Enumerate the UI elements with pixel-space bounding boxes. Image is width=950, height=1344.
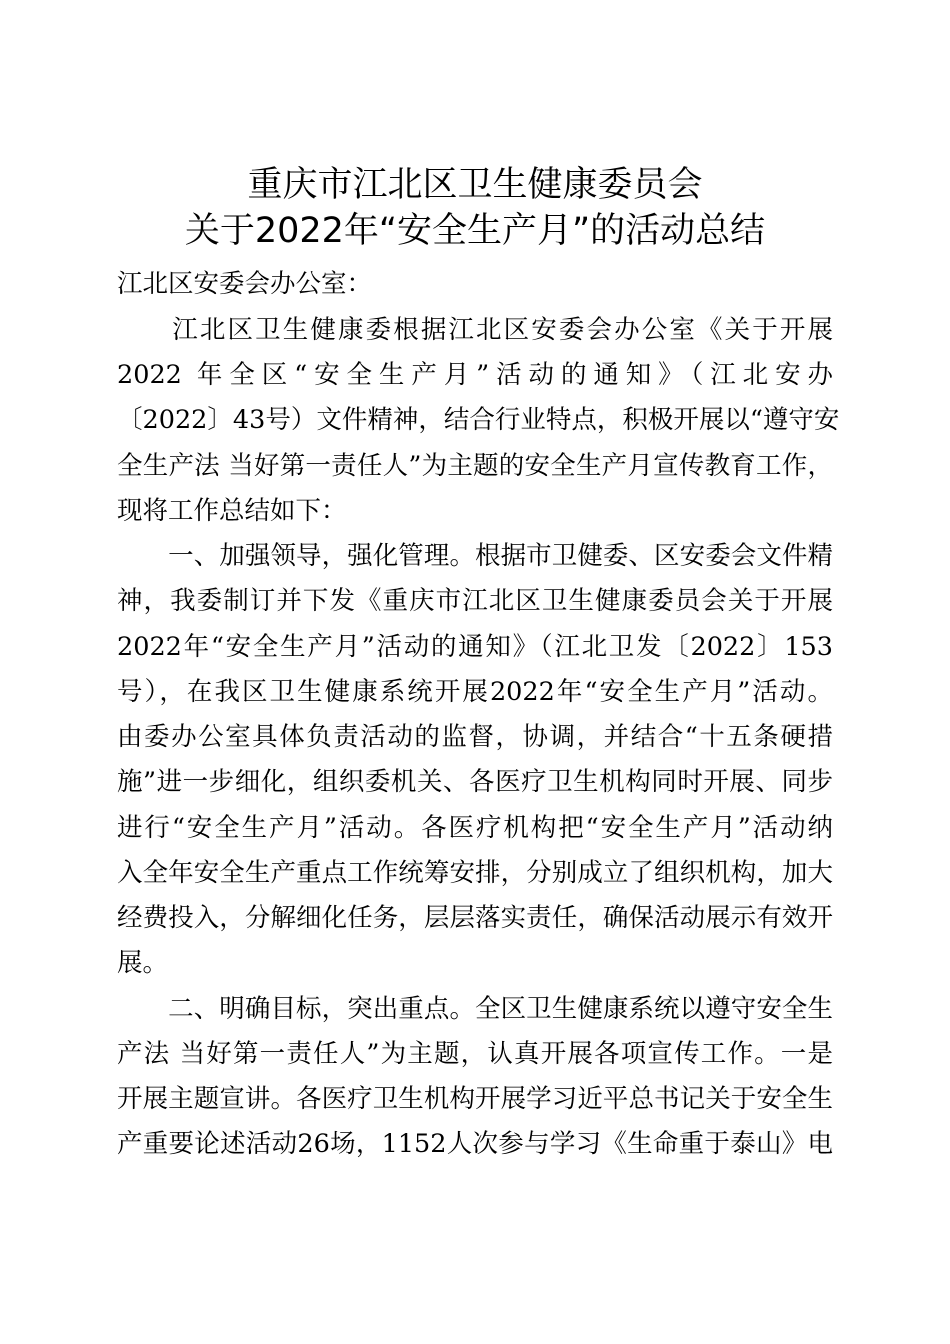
- body-line: 产重要论述活动26场，1152人次参与学习《生命重于泰山》电: [117, 1129, 833, 1159]
- body-line: 2022年“安全生产月”活动的通知》（江北卫发〔2022〕153: [117, 632, 833, 662]
- body-line: 入全年安全生产重点工作统筹安排，分别成立了组织机构，加大: [117, 858, 833, 888]
- body-line: 施”进一步细化，组织委机关、各医疗卫生机构同时开展、同步: [117, 767, 833, 797]
- addressee: 江北区安委会办公室：: [117, 269, 373, 299]
- document-title-line-2: 关于2022年“安全生产月”的活动总结: [184, 211, 766, 251]
- body-line: 神，我委制订并下发《重庆市江北区卫生健康委员会关于开展: [117, 586, 833, 616]
- body-line: 展。: [117, 948, 169, 978]
- body-line: 2022 年全区“安全生产月”活动的通知》（江北安办: [117, 360, 833, 390]
- body-line: 经费投入，分解细化任务，层层落实责任，确保活动展示有效开: [117, 903, 833, 933]
- body-line: 开展主题宣讲。各医疗卫生机构开展学习近平总书记关于安全生: [117, 1084, 833, 1114]
- body-line: 二、明确目标，突出重点。全区卫生健康系统以遵守安全生: [117, 994, 833, 1024]
- body-line: 现将工作总结如下：: [117, 496, 347, 526]
- body-line: 由委办公室具体负责活动的监督，协调，并结合“十五条硬措: [117, 722, 833, 752]
- body-line: 产法 当好第一责任人”为主题，认真开展各项宣传工作。一是: [117, 1039, 833, 1069]
- body-line: 全生产法 当好第一责任人”为主题的安全生产月宣传教育工作，: [117, 451, 833, 481]
- body-line: 〔2022〕43号）文件精神，结合行业特点，积极开展以“遵守安: [117, 405, 840, 435]
- body-line: 一、加强领导，强化管理。根据市卫健委、区安委会文件精: [117, 541, 833, 571]
- body-line: 江北区卫生健康委根据江北区安委会办公室《关于开展: [117, 315, 833, 345]
- body-line: 进行“安全生产月”活动。各医疗机构把“安全生产月”活动纳: [117, 813, 833, 843]
- body-line: 号），在我区卫生健康系统开展2022年“安全生产月”活动。: [117, 677, 833, 707]
- document-title-line-1: 重庆市江北区卫生健康委员会: [247, 165, 703, 205]
